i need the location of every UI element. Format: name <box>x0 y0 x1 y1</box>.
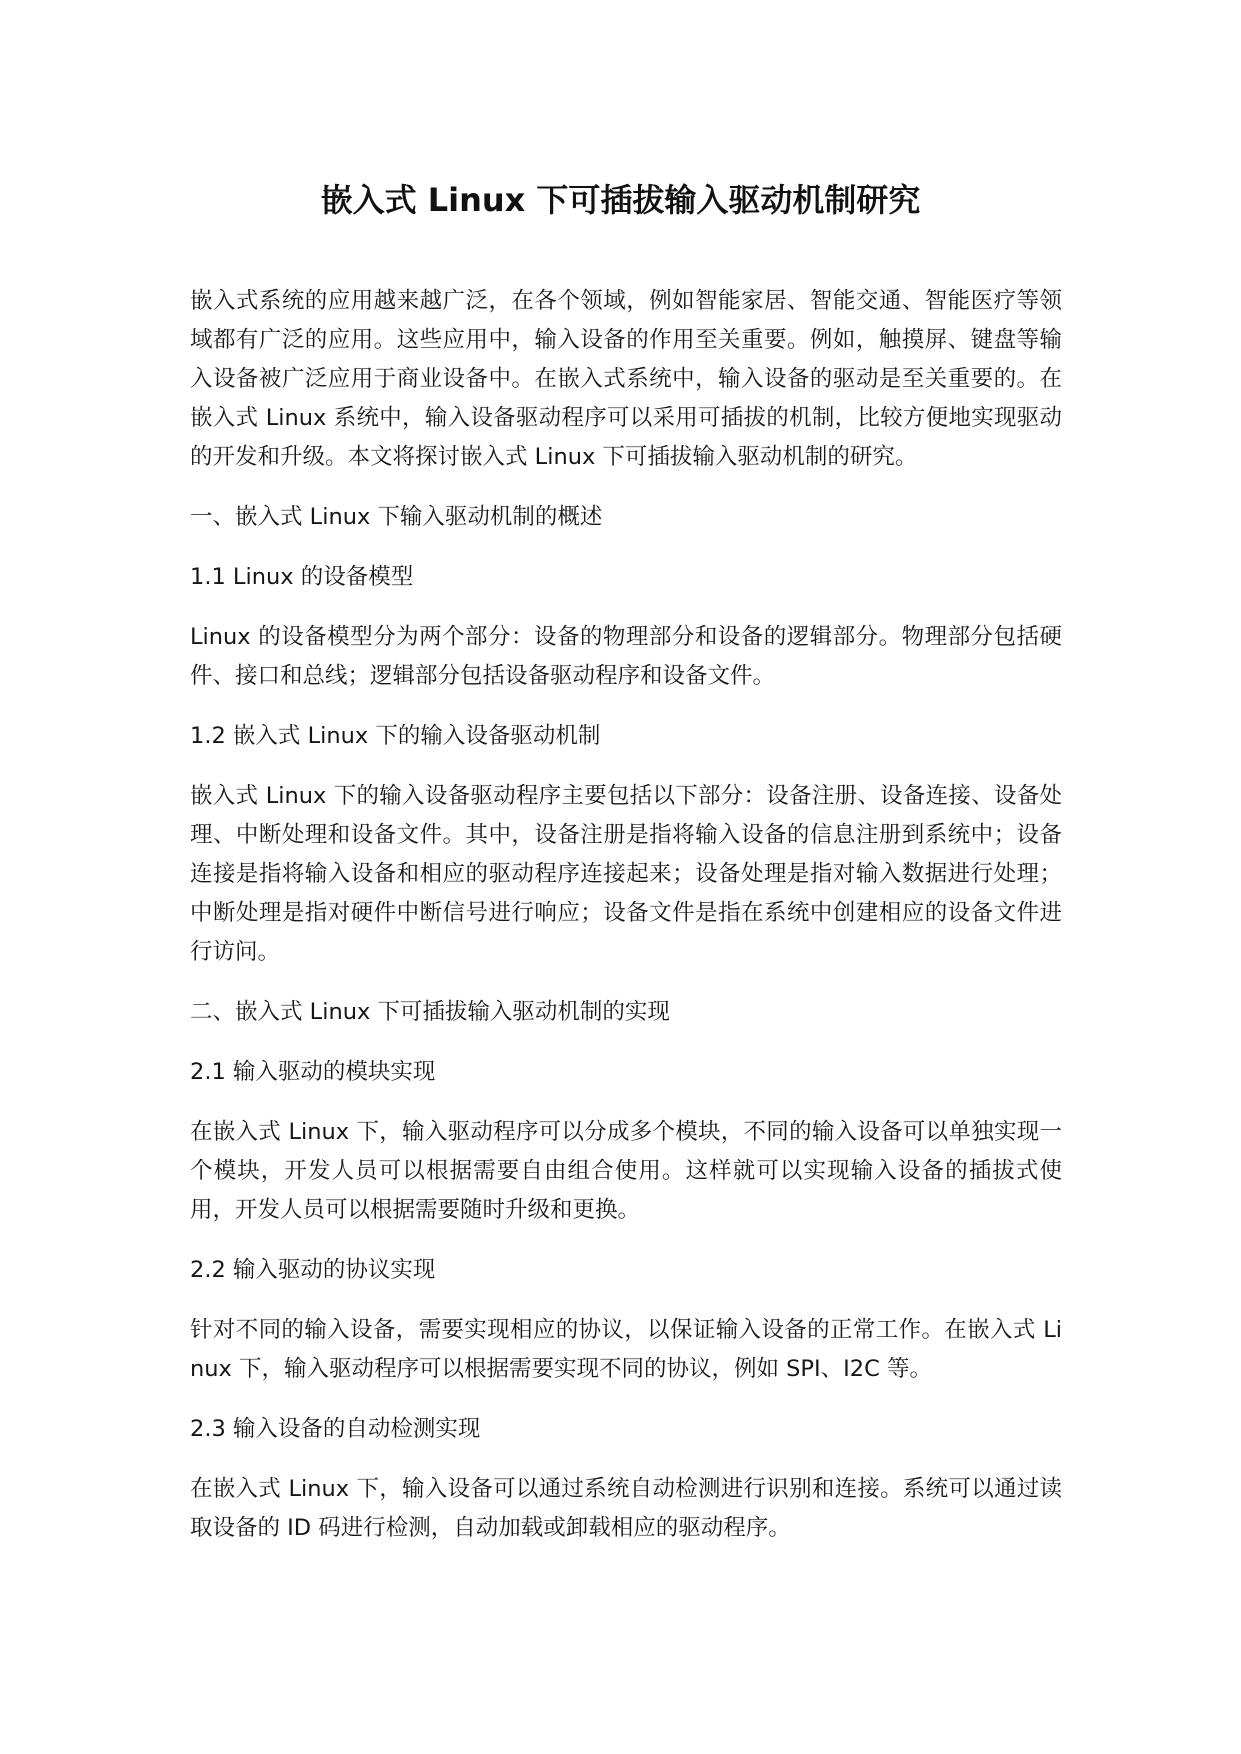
intro-paragraph: 嵌入式系统的应用越来越广泛，在各个领域，例如智能家居、智能交通、智能医疗等领域都有广泛的应用。这些应用中，输入设备的作用至关重要。例如，触摸屏、键盘等输入设备被广泛应用于商业设备中。在嵌入式系统中，输入设备的驱动是至关重要的。在嵌入式 Linux 系统中，输入设备驱动程序可以采用可插拔的机制，比较方便地实现驱动的开发和升级。本文将探讨嵌入式 Linux 下可插拔输入驱动机制的研究。 <box>190 288 1062 470</box>
paragraph-2-1: 在嵌入式 Linux 下，输入驱动程序可以分成多个模块，不同的输入设备可以单独实现一个模块，开发人员可以根据需要自由组合使用。这样就可以实现输入设备的插拔式使用，开发人员可以根据需要随时升级和更换。 <box>190 1119 1062 1223</box>
subsection-heading-1-2: 1.2 嵌入式 Linux 下的输入设备驱动机制 <box>190 723 601 749</box>
subsection-heading-1-1: 1.1 Linux 的设备模型 <box>190 564 414 590</box>
subsection-heading-2-1: 2.1 输入驱动的模块实现 <box>190 1059 436 1085</box>
subsection-heading-2-2: 2.2 输入驱动的协议实现 <box>190 1257 436 1283</box>
document-body <box>190 282 1062 1569</box>
paragraph-2-3: 在嵌入式 Linux 下，输入设备可以通过系统自动检测进行识别和连接。系统可以通过读取设备的 ID 码进行检测，自动加载或卸载相应的驱动程序。 <box>190 1476 1062 1541</box>
document-title: 嵌入式 Linux 下可插拔输入驱动机制研究 <box>320 181 921 219</box>
subsection-heading-2-3: 2.3 输入设备的自动检测实现 <box>190 1416 481 1442</box>
section-heading-1: 一、嵌入式 Linux 下输入驱动机制的概述 <box>190 504 603 530</box>
section-heading-2: 二、嵌入式 Linux 下可插拔输入驱动机制的实现 <box>190 999 670 1025</box>
paragraph-1-1: Linux 的设备模型分为两个部分：设备的物理部分和设备的逻辑部分。物理部分包括硬件、接口和总线；逻辑部分包括设备驱动程序和设备文件。 <box>190 624 1062 689</box>
paragraph-2-2: 针对不同的输入设备，需要实现相应的协议，以保证输入设备的正常工作。在嵌入式 Linux 下，输入驱动程序可以根据需要实现不同的协议，例如 SPI、I2C 等。 <box>190 1317 1062 1382</box>
paragraph-1-2: 嵌入式 Linux 下的输入设备驱动程序主要包括以下部分：设备注册、设备连接、设备处理、中断处理和设备文件。其中，设备注册是指将输入设备的信息注册到系统中；设备连接是指将输入设备和相应的驱动程序连接起来；设备处理是指对输入数据进行处理；中断处理是指对硬件中断信号进行响应；设备文件是指在系统中创建相应的设备文件进行访问。 <box>190 783 1062 965</box>
